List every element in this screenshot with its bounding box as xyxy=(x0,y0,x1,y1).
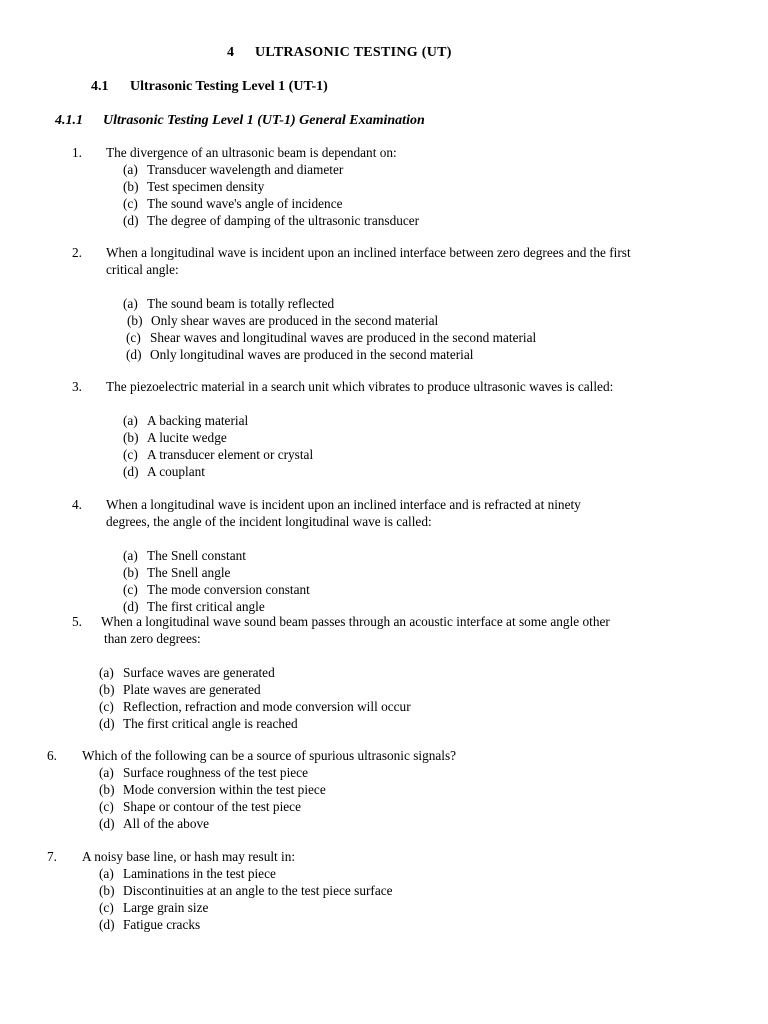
answer-option xyxy=(123,446,313,463)
question-text: When a longitudinal wave is incident upon an inclined interface and is refracted at ninety xyxy=(106,497,581,512)
option-text: The first critical angle is reached xyxy=(123,716,298,731)
answer-option xyxy=(123,429,227,446)
option-text: Laminations in the test piece xyxy=(123,866,276,881)
question-text: A noisy base line, or hash may result in: xyxy=(82,849,296,864)
option-label: (b) xyxy=(123,179,139,194)
option-label: (c) xyxy=(99,799,114,814)
question-number: 6. xyxy=(47,748,57,763)
option-label: (a) xyxy=(99,866,114,881)
option-text: The first critical angle xyxy=(147,599,265,614)
subsection-number: 4.1.1 xyxy=(55,113,83,128)
option-label: (c) xyxy=(123,196,138,211)
question-number: 2. xyxy=(72,245,82,260)
option-text: The sound wave's angle of incidence xyxy=(147,196,343,211)
answer-option xyxy=(127,312,438,329)
option-text: The sound beam is totally reflected xyxy=(147,296,335,311)
subsection-heading xyxy=(55,112,425,129)
option-label: (b) xyxy=(127,313,143,328)
option-text: The Snell constant xyxy=(147,548,246,563)
option-text: The degree of damping of the ultrasonic transducer xyxy=(147,213,420,228)
question-text: than zero degrees: xyxy=(104,631,201,646)
answer-option xyxy=(99,865,276,882)
option-label: (a) xyxy=(123,296,138,311)
option-label: (c) xyxy=(123,582,138,597)
question-number: 4. xyxy=(72,497,82,512)
option-label: (a) xyxy=(99,665,114,680)
option-text: Only longitudinal waves are produced in the second material xyxy=(150,347,474,362)
option-label: (b) xyxy=(123,565,139,580)
question-number: 3. xyxy=(72,379,82,394)
answer-option xyxy=(99,916,200,933)
answer-option xyxy=(123,581,310,598)
answer-option xyxy=(99,781,326,798)
option-text: A transducer element or crystal xyxy=(147,447,314,462)
option-text: Mode conversion within the test piece xyxy=(123,782,326,797)
question-number: 7. xyxy=(47,849,57,864)
option-text: Surface roughness of the test piece xyxy=(123,765,308,780)
option-label: (d) xyxy=(99,716,115,731)
option-text: Shape or contour of the test piece xyxy=(123,799,301,814)
answer-option xyxy=(99,664,275,681)
question-number: 5. xyxy=(72,614,82,629)
answer-option xyxy=(123,178,264,195)
option-label: (d) xyxy=(99,816,115,831)
chapter-title: ULTRASONIC TESTING (UT) xyxy=(255,45,452,60)
question-text: The divergence of an ultrasonic beam is dependant on: xyxy=(106,145,397,160)
question-text: When a longitudinal wave is incident upon an inclined interface between zero degrees and the first xyxy=(106,245,631,260)
option-label: (a) xyxy=(123,162,138,177)
option-label: (c) xyxy=(126,330,141,345)
answer-option xyxy=(99,882,393,899)
option-text: Large grain size xyxy=(123,900,209,915)
question-text: The piezoelectric material in a search unit which vibrates to produce ultrasonic waves is called: xyxy=(106,379,614,394)
answer-option xyxy=(123,195,343,212)
option-label: (a) xyxy=(123,548,138,563)
option-text: Surface waves are generated xyxy=(123,665,275,680)
question-text: Which of the following can be a source of spurious ultrasonic signals? xyxy=(82,748,457,763)
option-label: (c) xyxy=(123,447,138,462)
answer-option xyxy=(123,295,334,312)
option-text: Discontinuities at an angle to the test piece surface xyxy=(123,883,393,898)
option-text: The mode conversion constant xyxy=(147,582,310,597)
answer-option xyxy=(99,698,411,715)
answer-option xyxy=(123,463,205,480)
option-text: Shear waves and longitudinal waves are produced in the second material xyxy=(150,330,537,345)
option-label: (d) xyxy=(123,464,139,479)
section-number: 4.1 xyxy=(91,79,109,94)
answer-option xyxy=(99,798,301,815)
option-label: (b) xyxy=(99,682,115,697)
section-title: Ultrasonic Testing Level 1 (UT-1) xyxy=(130,79,328,94)
answer-option xyxy=(99,681,261,698)
option-text: Fatigue cracks xyxy=(123,917,201,932)
answer-option xyxy=(123,564,230,581)
option-label: (d) xyxy=(126,347,142,362)
chapter-heading xyxy=(227,44,452,61)
option-text: Test specimen density xyxy=(147,179,265,194)
option-label: (d) xyxy=(123,213,139,228)
answer-option xyxy=(123,547,246,564)
subsection-title: Ultrasonic Testing Level 1 (UT-1) General Examination xyxy=(103,113,425,128)
option-text: A couplant xyxy=(147,464,205,479)
option-label: (a) xyxy=(99,765,114,780)
option-text: Transducer wavelength and diameter xyxy=(147,162,344,177)
option-text: All of the above xyxy=(123,816,210,831)
question-text: When a longitudinal wave sound beam passes through an acoustic interface at some angle other xyxy=(101,614,610,629)
question-text: critical angle: xyxy=(106,262,179,277)
option-label: (c) xyxy=(99,900,114,915)
answer-option xyxy=(123,412,248,429)
chapter-number: 4 xyxy=(227,45,235,60)
question-number: 1. xyxy=(72,145,82,160)
option-text: Only shear waves are produced in the second material xyxy=(151,313,439,328)
option-label: (a) xyxy=(123,413,138,428)
option-label: (b) xyxy=(123,430,139,445)
answer-option xyxy=(123,212,419,229)
option-label: (b) xyxy=(99,782,115,797)
answer-option xyxy=(123,161,343,178)
answer-option xyxy=(99,715,298,732)
answer-option xyxy=(99,899,208,916)
answer-option xyxy=(126,329,536,346)
option-text: A backing material xyxy=(147,413,249,428)
answer-option xyxy=(99,815,209,832)
section-heading xyxy=(91,78,328,95)
option-label: (d) xyxy=(99,917,115,932)
option-label: (d) xyxy=(123,599,139,614)
option-label: (c) xyxy=(99,699,114,714)
option-text: A lucite wedge xyxy=(147,430,227,445)
option-text: Reflection, refraction and mode conversion will occur xyxy=(123,699,411,714)
option-text: Plate waves are generated xyxy=(123,682,261,697)
option-label: (b) xyxy=(99,883,115,898)
option-text: The Snell angle xyxy=(147,565,231,580)
answer-option xyxy=(126,346,473,363)
question-text: degrees, the angle of the incident longitudinal wave is called: xyxy=(106,514,432,529)
answer-option xyxy=(99,764,308,781)
